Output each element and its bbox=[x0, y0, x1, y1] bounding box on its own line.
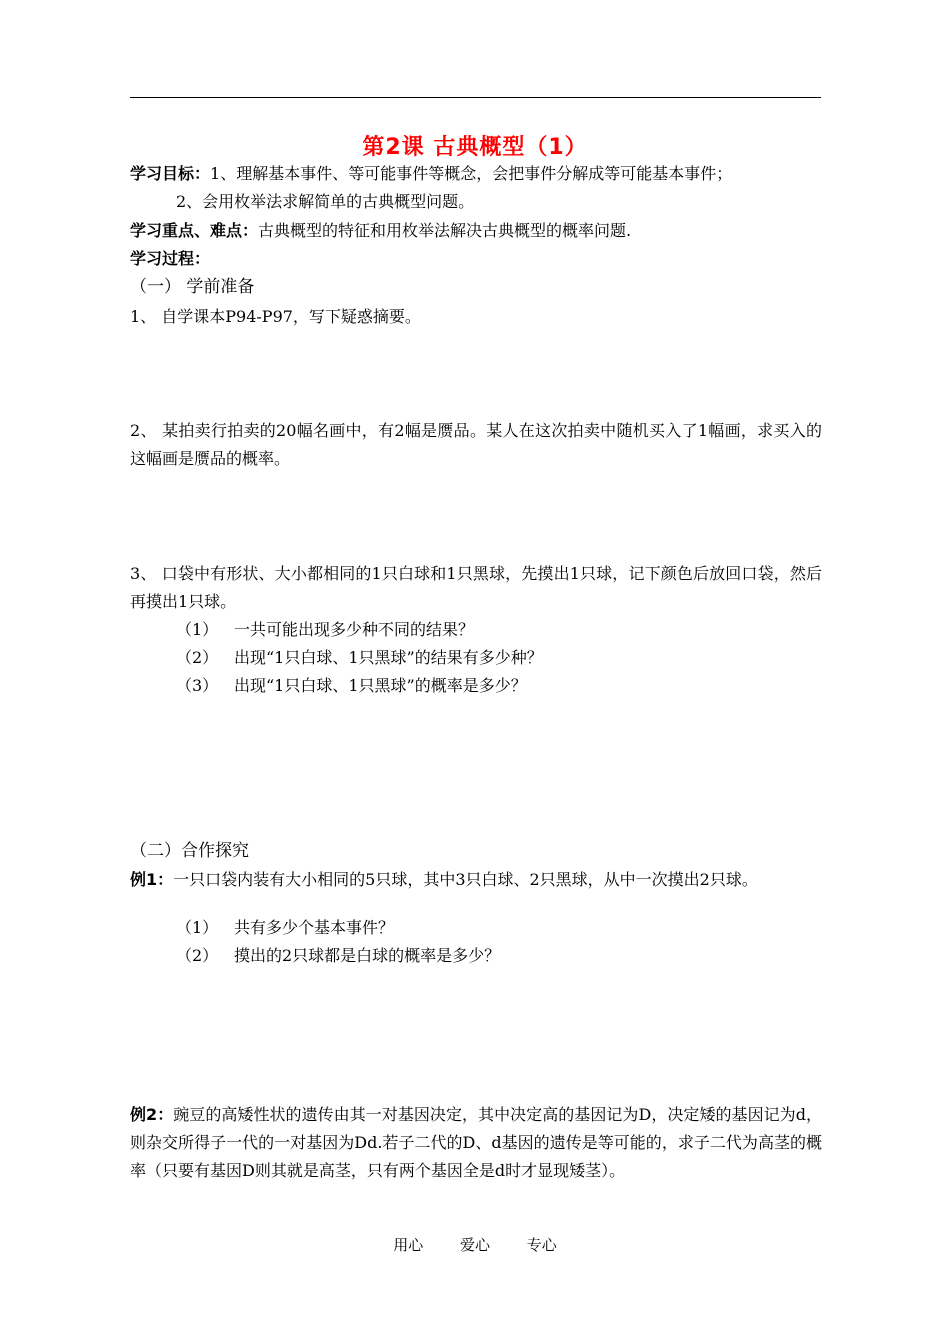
question-3-sub-3 bbox=[176, 676, 527, 696]
process-label: 学习过程： bbox=[130, 249, 211, 268]
footer-text-1: 用心 bbox=[393, 1236, 424, 1254]
sub-number: （3） bbox=[176, 676, 219, 695]
sub-number: （1） bbox=[176, 620, 219, 639]
footer bbox=[0, 1234, 950, 1255]
sub-number: （2） bbox=[176, 946, 219, 965]
question-1: 1、 自学课本P94-P97，写下疑惑摘要。 bbox=[130, 307, 421, 326]
section1-heading: （一） 学前准备 bbox=[130, 277, 255, 297]
sub-text: 出现“1只白球、1只黑球”的结果有多少种？ bbox=[234, 648, 543, 667]
sub-text: 共有多少个基本事件？ bbox=[234, 918, 395, 937]
footer-text-2: 爱心 bbox=[459, 1236, 490, 1254]
key-points-text: 古典概型的特征和用枚举法解决古典概型的概率问题. bbox=[258, 221, 632, 240]
sub-text: 一共可能出现多少种不同的结果？ bbox=[234, 620, 475, 639]
example-2-label: 例2： bbox=[130, 1105, 174, 1124]
key-points-line bbox=[130, 221, 631, 241]
question-3: 3、 口袋中有形状、大小都相同的1只白球和1只黑球，先摸出1只球，记下颜色后放回口袋，然后再摸出1只球。 bbox=[130, 564, 822, 611]
question-2: 2、 某拍卖行拍卖的20幅名画中，有2幅是赝品。某人在这次拍卖中随机买入了1幅画，求买入的这幅画是赝品的概率。 bbox=[130, 421, 822, 468]
question-3-sub-1 bbox=[176, 620, 474, 640]
example-1-text: 一只口袋内装有大小相同的5只球，其中3只白球、2只黑球，从中一次摸出2只球。 bbox=[173, 870, 758, 889]
objectives-line-1 bbox=[130, 164, 732, 184]
objectives-label: 学习目标： bbox=[130, 164, 211, 183]
objective-item-1: 1、理解基本事件、等可能事件等概念，会把事件分解成等可能基本事件； bbox=[210, 164, 733, 183]
key-points-label: 学习重点、难点： bbox=[130, 221, 259, 240]
sub-number: （2） bbox=[176, 648, 219, 667]
sub-number: （1） bbox=[176, 918, 219, 937]
question-3-sub-2 bbox=[176, 648, 543, 668]
objective-item-2: 2、会用枚举法求解简单的古典概型问题。 bbox=[176, 192, 475, 211]
example-1-label: 例1： bbox=[130, 870, 174, 889]
page-title: 第2课 古典概型（1） bbox=[362, 135, 588, 160]
example-2 bbox=[130, 1101, 822, 1185]
sub-text: 摸出的2只球都是白球的概率是多少？ bbox=[234, 946, 501, 965]
example-1-sub-1 bbox=[176, 918, 394, 938]
example-1 bbox=[130, 866, 822, 894]
example-2-text: 豌豆的高矮性状的遗传由其一对基因决定，其中决定高的基因记为D，决定矮的基因记为d，则杂交所得子一代的一对基因为Dd.若子二代的D、d基因的遗传是等可能的，求子二代为高茎的概率（只要有基因D则其就是高茎，只有两个基因全是d时才显现矮茎）。 bbox=[130, 1105, 822, 1180]
example-1-sub-2 bbox=[176, 946, 500, 966]
sub-text: 出现“1只白球、1只黑球”的概率是多少？ bbox=[234, 676, 527, 695]
footer-text-3: 专心 bbox=[526, 1236, 557, 1254]
section2-heading: （二）合作探究 bbox=[130, 841, 249, 861]
header-rule bbox=[130, 97, 821, 98]
